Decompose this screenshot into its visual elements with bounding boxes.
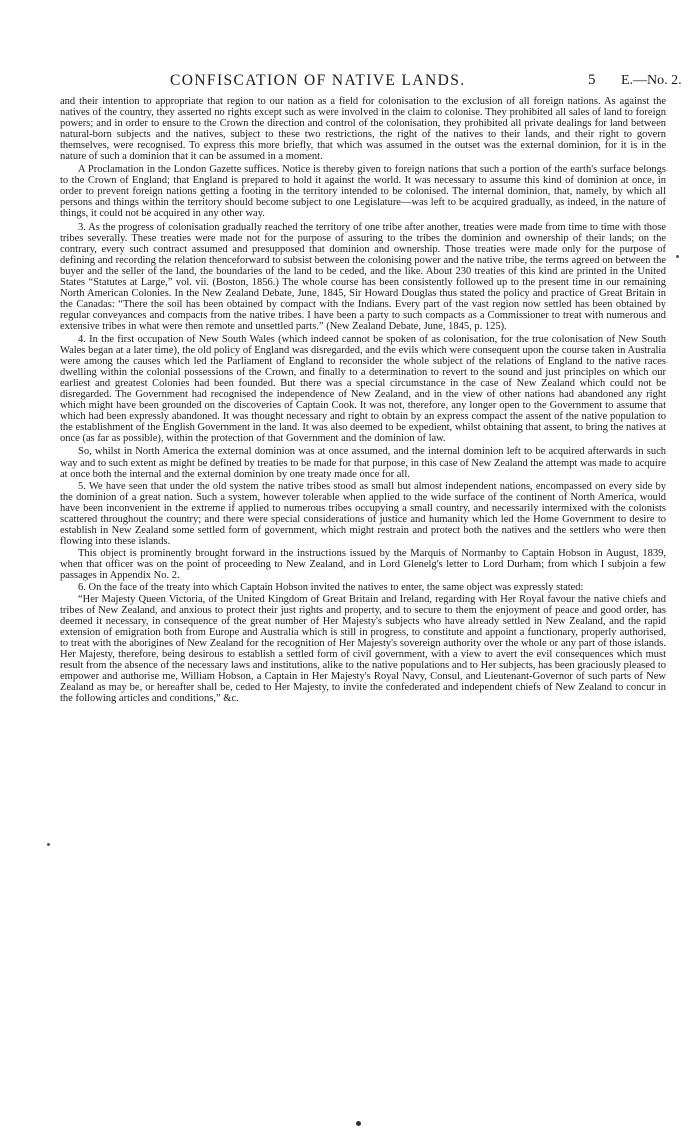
document-reference: E.—No. 2. xyxy=(621,73,682,88)
running-header xyxy=(0,72,700,92)
paragraph-5-old-system: 5. We have seen that under the old system the native tribes stood as small but almost independent nations, encompassed on every side by the dominion of a great nation. Such a system, however tolerable when applied to the wide surface of the continent of North America, would have been inconvenient in the extreme if applied to numerous tribes occupying a small country, and necessarily intermixed with the colonists scattered throughout the country; and there were special considerations of justice and humanity which led the Home Government to desire to establish in New Zealand some settled form of government, which might restrain and protect both the natives and the settlers who were then flowing into these islands. xyxy=(60,480,666,547)
page-number: 5 xyxy=(588,72,596,88)
paragraph-3-treaties: 3. As the progress of colonisation gradually reached the territory of one tribe after another, treaties were made from time to time with those tribes severally. These treaties were made not for the purpose of assuring to the tribes the dominion and ownership of their lands; on the contrary, every such contract assumed and presupposed that dominion and ownership. Those treaties were made only for the purpose of defining and recording the relation thenceforward to subsist between the colonising power and the native tribe, the terms agreed on between the buyer and the seller of the land, the boundaries of the land to be ceded, and the like. About 230 treaties of this kind are printed in the United States “Statutes at Large,” vol. vii. (Boston, 1856.) The whole course has been consistently followed up to the present time in our remaining North American Colonies. In the New Zealand Debate, June, 1845, Sir Howard Douglas thus stated the policy and practice of Great Britain in the Canadas: “There the soil has been obtained by compact with the Indians. Every part of the vast region now settled has been obtained by regular conveyances and compacts from the native tribes. I have been a party to such compacts as a Commissioner to treat with numerous and extensive tribes in what were then remote and unsettled parts.” (New Zealand Debate, June, 1845, p. 125). xyxy=(60,221,666,332)
margin-mark xyxy=(47,843,50,846)
margin-mark xyxy=(676,255,679,258)
paragraph-instructions: This object is prominently brought forward in the instructions issued by the Marquis of Normanby to Captain Hobson in August, 1839, when that officer was on the point of proceeding to New Zealand, and in Lord Glenelg's letter to Lord Durham; from which I subjoin a few passages in Appendix No. 2. xyxy=(60,547,666,581)
paragraph-proclamation: A Proclamation in the London Gazette suffices. Notice is thereby given to foreign nations that such a portion of the earth's surface belongs to the Crown of England; that England is prepared to hold it against the world. It was necessary to assume this kind of dominion at once, in order to prevent foreign nations getting a footing in the territory intended to be colonised. The internal dominion, that, namely, by which all persons and things within the territory should become subject to one Legislature—was left to be acquired gradually, as indeed, in the nature of things, it could not be acquired in any other way. xyxy=(60,164,666,220)
paragraph-north-america: So, whilst in North America the external dominion was at once assumed, and the internal dominion left to be acquired afterwards in such way and to such extent as might be defined by treaties to be made for that purpose, in this case of New Zealand the attempt was made to acquire at once both the internal and the external dominion by one treaty made once for all. xyxy=(60,446,666,480)
page-title: CONFISCATION OF NATIVE LANDS. xyxy=(170,72,466,89)
paragraph-continuation: and their intention to appropriate that region to our nation as a field for colonisation to the exclusion of all foreign nations. As against the natives of the country, they asserted no rights except such as were involved in the claim to colonise. They prohibited all sales of land to foreign powers; and in order to ensure to the Crown the direction and control of the colonisation, they prohibited all private dealings for land between natural-born subjects and the natives, subject to these two restrictions, the right of the natives to their lands, and their right to govern themselves, were recognised. To express this more briefly, that which was assumed in the outset was the external dominion, for it is in the nature of such a dominion that it can be assumed in a moment. xyxy=(60,96,666,163)
paragraph-6-treaty: 6. On the face of the treaty into which Captain Hobson invited the natives to enter, the same object was expressly stated: xyxy=(78,582,584,594)
paragraph-4-new-south-wales: 4. In the first occupation of New South Wales (which indeed cannot be spoken of as colonisation, for the true colonisation of New South Wales began at a later time), the old policy of England was disregarded, and the evils which were consequent upon the course taken in Australia were among the causes which led the Parliament of England to reconsider the whole subject of the relations of England to the native races dwelling within the colonial possessions of the Crown, and finally to a determination to revert to the sound and just principles on which our earliest and greatest Colonies had been founded. But there was a special circumstance in the case of New Zealand which could not be disregarded. The Government had recognised the independence of New Zealand, and in the view of other nations had abandoned any right which might have been grounded on the discoveries of Captain Cook. It was not, therefore, any longer open to the Government to assume that which had been expressly abandoned. It was thought necessary and right to obtain by an express compact the assent of the native population to the establishment of the English Government in the land. It was also deemed to be expedient, whilst obtaining that assent, to bring the natives at once (as far as possible), within the protection of that Government and the dominion of law. xyxy=(60,333,666,445)
body-text xyxy=(60,96,666,707)
footer-mark xyxy=(356,1121,361,1126)
paragraph-treaty-quote: “Her Majesty Queen Victoria, of the United Kingdom of Great Britain and Ireland, regarding with Her Royal favour the native chiefs and tribes of New Zealand, and anxious to protect their just rights and property, and to secure to them the enjoyment of peace and good order, has deemed it necessary, in consequence of the great number of Her Majesty's subjects who have already settled in New Zealand, and the rapid extension of emigration both from Europe and Australia which is still in progress, to constitute and appoint a functionary, properly authorised, to treat with the aborigines of New Zealand for the recognition of Her Majesty's sovereign authority over the whole or any part of those islands. Her Majesty, therefore, being desirous to establish a settled form of civil government, with a view to avert the evil consequences which must result from the absence of the necessary laws and institutions, alike to the native populations and to Her subjects, has been graciously pleased to empower and authorise me, William Hobson, a Captain in Her Majesty's Royal Navy, Consul, and Lieutenant-Governor of such parts of New Zealand as may be, or hereafter shall be, ceded to Her Majesty, to invite the confederated and independent chiefs of New Zealand to concur in the following articles and conditions,” &c. xyxy=(60,594,666,705)
